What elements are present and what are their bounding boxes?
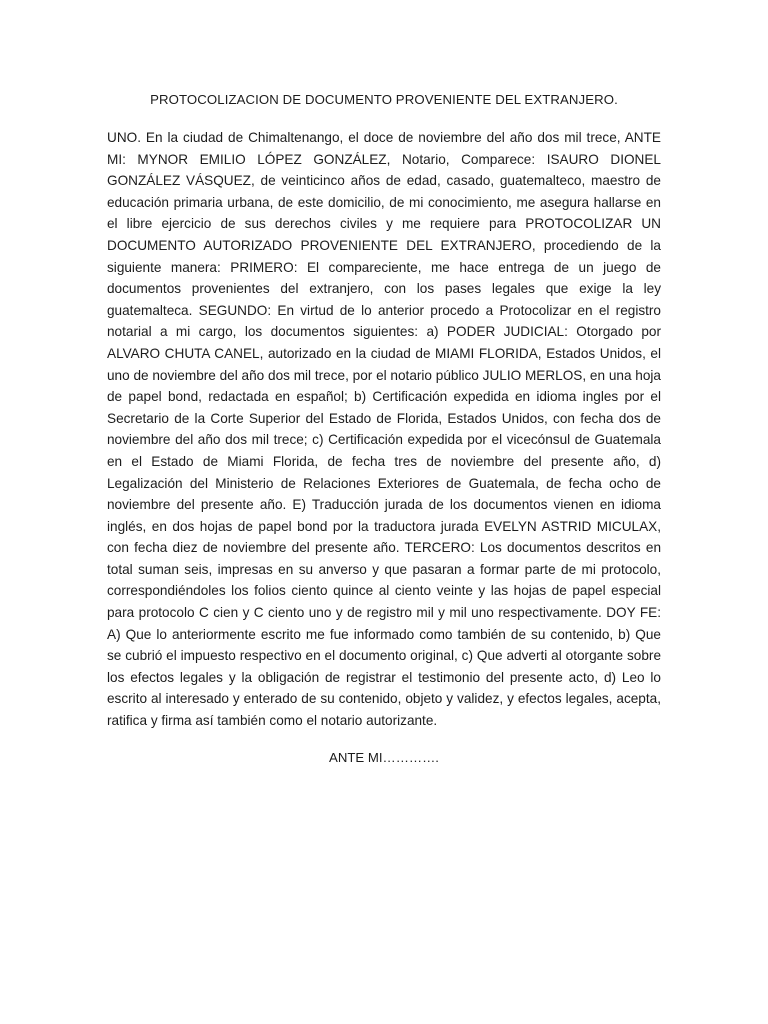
document-body: UNO. En la ciudad de Chimaltenango, el doce de noviembre del año dos mil trece, ANTE MI: MYNOR EMILIO LÓPEZ GONZÁLEZ, Notario, Comparece: ISAURO DIONEL GONZÁLEZ VÁSQUEZ, de veinticinco años de edad, casado, guatemalteco, maestro de educación primaria urbana, de este domicilio, de mi conocimiento, me asegura hallarse en el libre ejercicio de sus derechos civiles y me requiere para PROTOCOLIZAR UN DOCUMENTO AUTORIZADO PROVENIENTE DEL EXTRANJERO, procediendo de la siguiente manera: PRIMERO: El compareciente, me hace entrega de un juego de documentos provenientes del extranjero, con los pases legales que exige la ley guatemalteca. SEGUNDO: En virtud de lo anterior procedo a Protocolizar en el registro notarial a mi cargo, los documentos siguientes: a) PODER JUDICIAL: Otorgado por ALVARO CHUTA CANEL, autorizado en la ciudad de MIAMI FLORIDA, Estados Unidos, el uno de noviembre del año dos mil trece, por el notario público JULIO MERLOS, en una hoja de papel bond, redactada en español; b) Certificación expedida en idioma ingles por el Secretario de la Corte Superior del Estado de Florida, Estados Unidos, con fecha dos de noviembre del año dos mil trece; c) Certificación expedida por el vicecónsul de Guatemala en el Estado de Miami Florida, de fecha tres de noviembre del presente año, d) Legalización del Ministerio de Relaciones Exteriores de Guatemala, de fecha ocho de noviembre del presente año. E) Traducción jurada de los documentos vienen en idioma inglés, en dos hojas de papel bond por la traductora jurada EVELYN ASTRID MICULAX, con fecha diez de noviembre del presente año. TERCERO: Los documentos descritos en total suman seis, impresas en su anverso y que pasaran a formar parte de mi protocolo, correspondiéndoles los folios ciento quince al ciento veinte y las hojas de papel especial para protocolo C cien y C ciento uno y de registro mil y mil uno respectivamente. DOY FE: A) Que lo anteriormente escrito me fue informado como también de su contenido, b) Que se cubrió el impuesto respectivo en el documento original, c) Que adverti al otorgante sobre los efectos legales y la obligación de registrar el testimonio del presente acto, d) Leo lo escrito al interesado y enterado de su contenido, objeto y validez, y efectos legales, acepta, ratifica y firma así también como el notario autorizante. [107,130,661,729]
document-title: PROTOCOLIZACION DE DOCUMENTO PROVENIENTE DEL EXTRANJERO. [150,92,618,107]
signature-line: ANTE MI…………. [329,750,439,765]
